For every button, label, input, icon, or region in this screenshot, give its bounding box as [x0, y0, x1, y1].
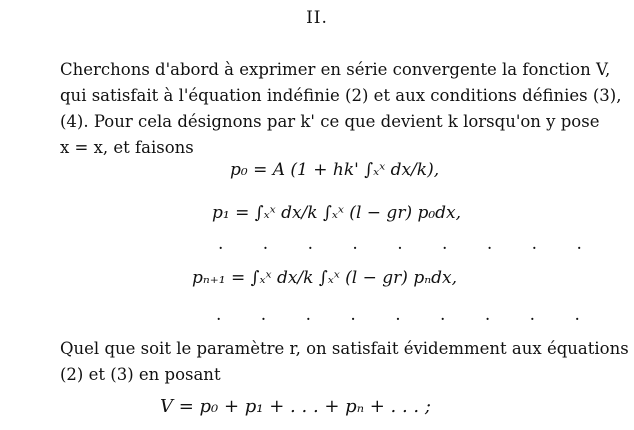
section-heading: II.: [306, 8, 328, 28]
text-line: x = x, et faisons: [60, 138, 194, 157]
text-line: (4). Pour cela désignons par k' ce que devient k lorsqu'on y pose: [60, 112, 600, 131]
text-line: qui satisfait à l'équation indéfinie (2) et aux conditions définies (3),: [60, 86, 622, 105]
equation-series-v: V = p₀ + p₁ + . . . + pₙ + . . . ;: [160, 396, 431, 417]
ellipsis-row: . . . . . . . . .: [216, 305, 597, 325]
equation-pn: pₙ₊₁ = ∫ₓˣ dx/k ∫ₓˣ (l − gr) pₙdx,: [192, 268, 457, 288]
paragraph-conclusion: [60, 336, 629, 388]
text-line: Quel que soit le paramètre r, on satisfait évidemment aux équations: [60, 339, 629, 358]
ellipsis-row: . . . . . . . . .: [218, 234, 599, 254]
paragraph-intro: [60, 57, 622, 161]
text-line: Cherchons d'abord à exprimer en série convergente la fonction V,: [60, 60, 611, 79]
text-line: (2) et (3) en posant: [60, 365, 221, 384]
equation-p1: p₁ = ∫ₓˣ dx/k ∫ₓˣ (l − gr) p₀dx,: [212, 203, 462, 223]
equation-p0: p₀ = A (1 + hk' ∫ₓˣ dx/k),: [230, 160, 440, 180]
